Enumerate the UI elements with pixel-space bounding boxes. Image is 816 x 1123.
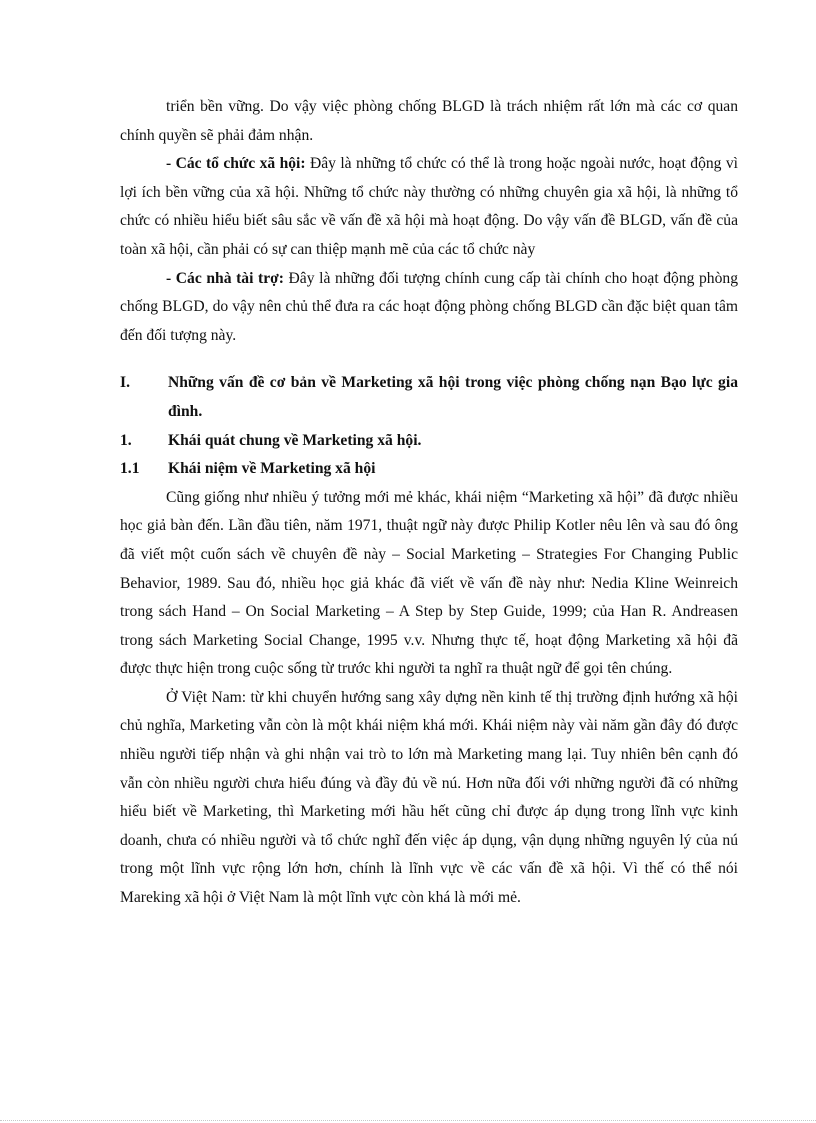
heading-number: I. bbox=[120, 374, 130, 392]
heading-text: Khái niệm về Marketing xã hội bbox=[168, 460, 376, 478]
paragraph-text: triển bền vững. Do vậy việc phòng chống BLGD là trách nhiệm rất lớn mà các cơ quan chính quyền sẽ phải đảm nhận. bbox=[120, 98, 738, 144]
document-page bbox=[120, 93, 738, 913]
heading-section-i bbox=[120, 369, 738, 426]
heading-text: Những vấn đề cơ bản về Marketing xã hội trong việc phòng chống nạn Bạo lực gia đình. bbox=[168, 374, 738, 420]
paragraph-sponsors bbox=[120, 265, 738, 351]
heading-number: 1. bbox=[120, 431, 132, 449]
label-social-organizations: - Các tổ chức xã hội: bbox=[166, 155, 306, 173]
heading-text: Khái quát chung về Marketing xã hội. bbox=[168, 431, 422, 449]
page-bottom-divider bbox=[0, 1120, 816, 1121]
paragraph-text: Đây là những đối tượng chính cung cấp tài chính cho hoạt động phòng chống BLGD, do vậy nên chủ thể đưa ra các hoạt động phòng chống BLGD cần đặc biệt quan tâm đến đối tượng này. bbox=[120, 269, 738, 344]
paragraph-text: Đây là những tổ chức có thể là trong hoặc ngoài nước, hoạt động vì lợi ích bền vững của xã hội. Những tổ chức này thường có những chuyên gia xã hội, là những tổ chức có nhiều hiểu biết sâu sắc về vấn đề xã hội mà hoạt động. Do vậy vấn đề BLGD, vấn đề của toàn xã hội, cần phải có sự can thiệp mạnh mẽ của các tổ chức này bbox=[120, 155, 738, 258]
heading-section-1 bbox=[120, 427, 738, 456]
heading-number: 1.1 bbox=[120, 460, 140, 478]
paragraph-government-responsibility bbox=[120, 93, 738, 150]
paragraph-social-marketing-concept: Cũng giống như nhiều ý tưởng mới mẻ khác, khái niệm “Marketing xã hội” đã được nhiều học giả bàn đến. Lần đầu tiên, năm 1971, thuật ngữ này được Philip Kotler nêu lên và sau đó ông đã viết một cuốn sách về chuyên đề này – Social Marketing – Strategies For Changing Public Behavior, 1989. Sau đó, nhiều học giả khác đã viết về vấn đề này như: Nedia Kline Weinreich trong sách Hand – On Social Marketing – A Step by Step Guide, 1999; của Han R. Andreasen trong sách Marketing Social Change, 1995 v.v. Nhưng thực tế, hoạt động Marketing xã hội đã được thực hiện trong cuộc sống từ trước khi người ta nghĩ ra thuật ngữ để gọi tên chúng. bbox=[120, 488, 738, 678]
paragraph-vietnam-context: Ở Việt Nam: từ khi chuyển hướng sang xây dựng nền kinh tế thị trường định hướng xã hội chủ nghĩa, Marketing vẫn còn là một khái niệm khá mới. Khái niệm này vài năm gần đây đó được nhiều người tiếp nhận và ghi nhận vai trò to lớn mà Marketing mang lại. Tuy nhiên bên cạnh đó vẫn còn nhiều người chưa hiểu đúng và đầy đủ về nú. Hơn nữa đối với những người đã có những hiểu biết về Marketing, thì Marketing mới hầu hết cũng chỉ được áp dụng trong lĩnh vực kinh doanh, chưa có nhiều người và tổ chức nghĩ đến việc áp dụng, vận dụng những nguyên lý của nú trong một lĩnh vực rộng lớn hơn, chính là lĩnh vực về các vấn đề xã hội. Vì thế có thể nói Mareking xã hội ở Việt Nam là một lĩnh vực còn khá là mới mẻ. bbox=[120, 688, 738, 907]
heading-section-1-1 bbox=[120, 455, 738, 484]
label-sponsors: - Các nhà tài trợ: bbox=[166, 269, 284, 287]
paragraph-social-organizations bbox=[120, 150, 738, 264]
